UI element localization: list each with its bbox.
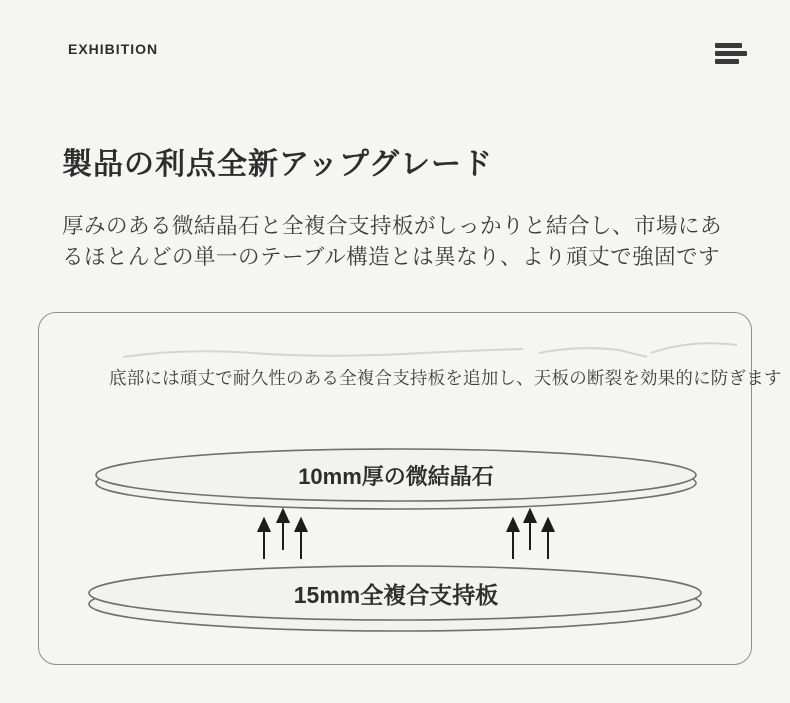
diagram-panel — [38, 312, 782, 665]
description-line-1: 厚みのある微結晶石と全複合支持板がしっかりと結合し、市場にあ — [62, 214, 723, 238]
hamburger-menu-icon[interactable] — [715, 43, 749, 65]
product-description — [62, 211, 722, 273]
brand-logo: EXHIBITION — [68, 41, 159, 57]
up-arrow-group-right — [508, 510, 554, 559]
up-arrow-group-left — [259, 510, 307, 559]
diagram-caption: 底部には頑丈で耐久性のある全複合支持板を追加し、天板の断裂を効果的に防ぎます — [109, 368, 782, 388]
faint-scribble-marks — [123, 343, 737, 357]
bottom-disc-label: 15mm全複合支持板 — [293, 582, 499, 608]
menu-bar — [715, 59, 739, 64]
menu-bar — [715, 43, 742, 48]
menu-bar — [715, 51, 747, 56]
description-line-2: るほとんどの単一のテーブル構造とは異なり、より頑丈で強固です — [62, 245, 721, 269]
top-disc-label: 10mm厚の微結晶石 — [298, 464, 494, 489]
page-title: 製品の利点全新アップグレード — [62, 148, 493, 181]
